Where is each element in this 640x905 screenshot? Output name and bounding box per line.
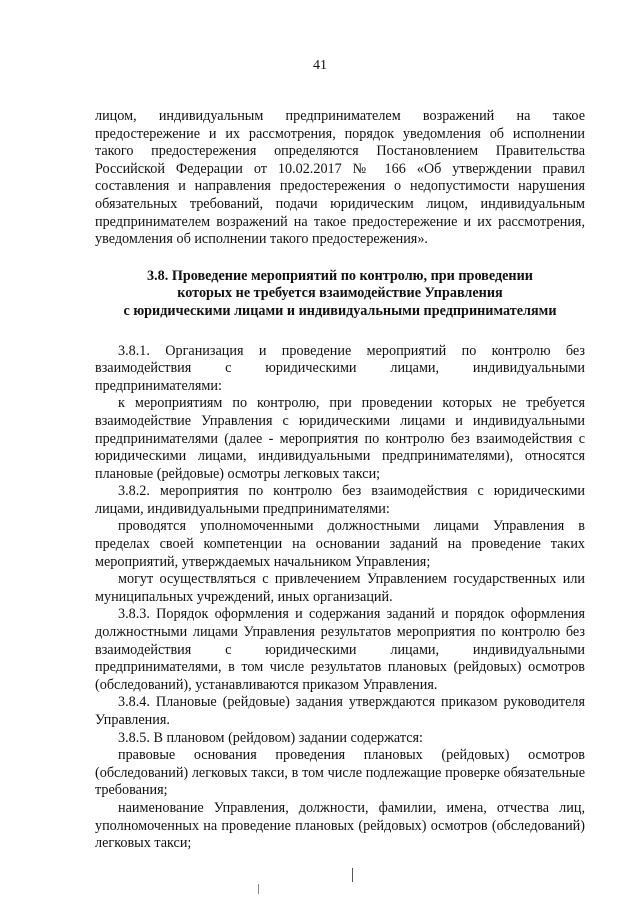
document-body [95, 108, 585, 853]
section-heading-line-2: которых не требуется взаимодействие Управления [177, 285, 503, 302]
scan-mark [352, 868, 353, 882]
paragraph-may-involve: могут осуществляться с привлечением Управлением государственных или муниципальных учреждений, иных организаций. [95, 571, 585, 605]
paragraph-3-8-2: 3.8.2. мероприятия по контролю без взаимодействия с юридическими лицами, индивидуальными предпринимателями: [95, 483, 585, 517]
paragraph-conducted-by: проводятся уполномоченными должностными лицами Управления в пределах своей компетенции на основании заданий на проведение таких мероприятий, утверждаемых начальником Управления; [95, 518, 585, 570]
paragraph-authorized-persons: наименование Управления, должности, фамилии, имена, отчества лиц, уполномоченных на проведение плановых (рейдовых) осмотров (обследований) легковых такси; [95, 799, 585, 852]
scan-mark [258, 884, 259, 894]
section-heading-line-1: 3.8. Проведение мероприятий по контролю, при проведении [147, 267, 533, 284]
section-heading-line-3: с юридическими лицами и индивидуальными предпринимателями [123, 302, 557, 319]
page-number: 41 [313, 58, 327, 73]
section-heading [95, 268, 585, 321]
paragraph-3-8-3: 3.8.3. Порядок оформления и содержания заданий и порядок оформления должностными лицами Управления результатов мероприятия по контролю без взаимодействия с юридическими лицами, индивидуальными предпринимателями, в том числе результатов плановых (рейдовых) осмотров (обследований), устанавливаются приказом Управления. [95, 606, 585, 693]
paragraph-3-8-5: 3.8.5. В плановом (рейдовом) задании содержатся: [118, 729, 423, 746]
paragraph-measures-definition: к мероприятиям по контролю, при проведении которых не требуется взаимодействие Управления с юридическими лицами и индивидуальными предпринимателями (далее - мероприятия по контролю без взаимодействия с юридическими лицами, индивидуальными предпринимателями), относятся плановые (рейдовые) осмотры легковых такси; [95, 395, 585, 482]
paragraph-legal-grounds: правовые основания проведения плановых (рейдовых) осмотров (обследований) легковых такси, в том числе подлежащие проверке обязательные требования; [95, 747, 585, 799]
paragraph-3-8-1: 3.8.1. Организация и проведение мероприятий по контролю без взаимодействия с юридическими лицами, индивидуальными предпринимателями: [95, 342, 585, 394]
intro-paragraph: лицом, индивидуальным предпринимателем возражений на такое предостережение и их рассмотрения, порядок уведомления об исполнении такого предостережения определяются Постановлением Правительства Российской Федерации от 10.02.2017 № 166 «Об утверждении правил составления и направления предостережения о недопустимости нарушения обязательных требований, подачи юридическим лицом, индивидуальным предпринимателем возражений на такое предостережение и их рассмотрения, уведомления об исполнении такого предостережения». [95, 108, 585, 248]
paragraph-3-8-4: 3.8.4. Плановые (рейдовые) задания утверждаются приказом руководителя Управления. [95, 694, 585, 728]
